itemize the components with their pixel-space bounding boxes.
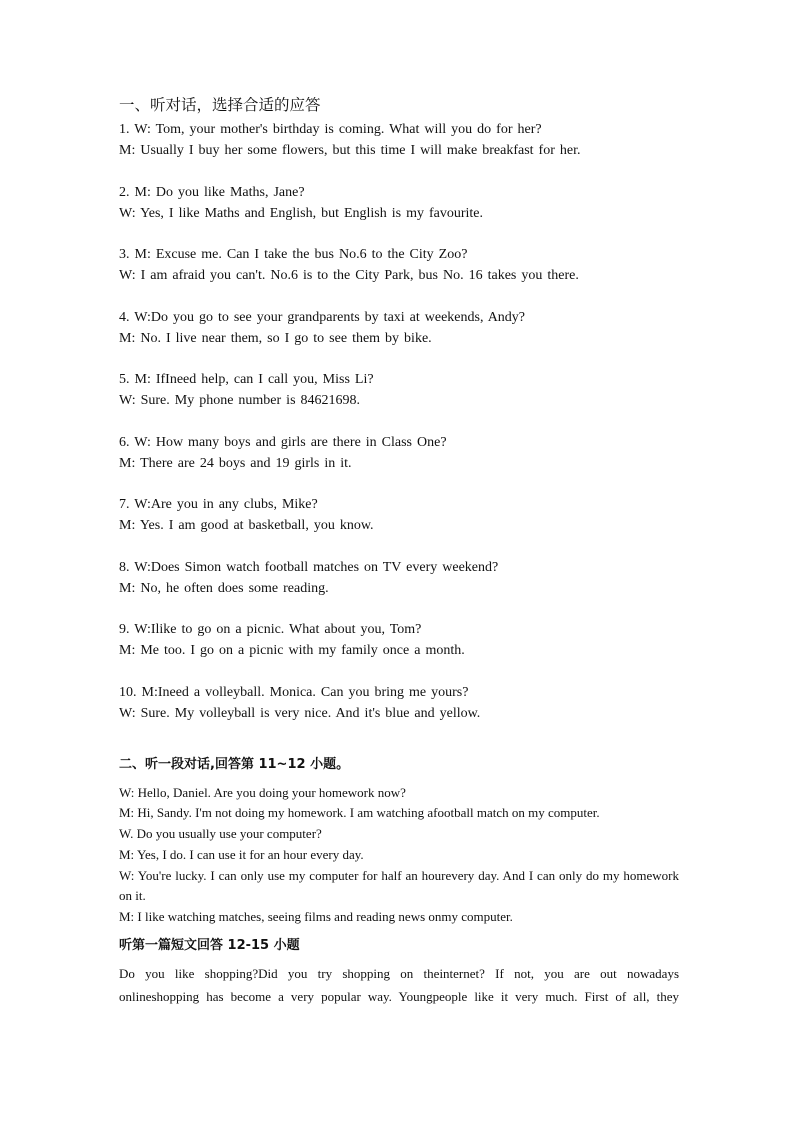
dialogue-item-4 bbox=[119, 307, 679, 349]
dialogue-item-1 bbox=[119, 119, 679, 161]
answer-line: W: Sure. My volleyball is very nice. And it's blue and yellow. bbox=[119, 705, 481, 721]
question-line: 6. W: How many boys and girls are there in Class One? bbox=[119, 434, 447, 450]
dialogue-line: M: I like watching matches, seeing films and reading news onmy computer. bbox=[119, 909, 513, 925]
dialogue-item-8 bbox=[119, 557, 679, 599]
answer-line: M: There are 24 boys and 19 girls in it. bbox=[119, 455, 352, 471]
dialogue-item-9 bbox=[119, 619, 679, 661]
dialogue-item-5 bbox=[119, 369, 679, 411]
answer-line: M: Yes. I am good at basketball, you know. bbox=[119, 518, 374, 533]
question-line: 2. M: Do you like Maths, Jane? bbox=[119, 184, 305, 200]
answer-line: W: I am afraid you can't. No.6 is to the City Park, bus No. 16 takes you there. bbox=[119, 268, 579, 283]
dialogue-item-2 bbox=[119, 182, 679, 224]
section3-passage: Do you like shopping?Did you try shopping on theinternet? If not, you are out nowadays onlineshopping has become a very popular way. Youngpeople like it very much. First of all, they bbox=[119, 966, 679, 1005]
dialogue-line: M: Hi, Sandy. I'm not doing my homework. I am watching afootball match on my computer. bbox=[119, 805, 600, 821]
section2-dialogue bbox=[119, 783, 679, 929]
question-line: 1. W: Tom, your mother's birthday is coming. What will you do for her? bbox=[119, 122, 542, 137]
dialogue-item-7 bbox=[119, 494, 679, 536]
question-line: 4. W:Do you go to see your grandparents by taxi at weekends, Andy? bbox=[119, 309, 526, 325]
question-line: 7. W:Are you in any clubs, Mike? bbox=[119, 497, 318, 512]
answer-line: W: Sure. My phone number is 84621698. bbox=[119, 393, 361, 408]
question-line: 9. W:Ilike to go on a picnic. What about you, Tom? bbox=[119, 622, 422, 637]
dialogue-line: M: Yes, I do. I can use it for an hour every day. bbox=[119, 846, 364, 862]
section2-title: 二、听一段对话,回答第 11~12 小题。 bbox=[119, 756, 350, 772]
answer-line: M: Me too. I go on a picnic with my family once a month. bbox=[119, 643, 465, 658]
dialogue-line: W: You're lucky. I can only use my computer for half an hourevery day. And I can only do my homework on it. bbox=[119, 867, 679, 904]
question-line: 8. W:Does Simon watch football matches on TV every weekend? bbox=[119, 559, 499, 575]
dialogue-item-10 bbox=[119, 682, 679, 724]
answer-line: M: Usually I buy her some flowers, but this time I will make breakfast for her. bbox=[119, 143, 581, 158]
question-line: 3. M: Excuse me. Can I take the bus No.6 to the City Zoo? bbox=[119, 247, 468, 262]
answer-line: M: No, he often does some reading. bbox=[119, 580, 329, 596]
dialogue-line: W. Do you usually use your computer? bbox=[119, 826, 322, 842]
answer-line: M: No. I live near them, so I go to see them by bike. bbox=[119, 330, 432, 346]
dialogue-item-6 bbox=[119, 432, 679, 474]
dialogue-line: W: Hello, Daniel. Are you doing your homework now? bbox=[119, 784, 406, 800]
document-page bbox=[119, 94, 679, 1008]
section1-title: 一、听对话，选择合适的应答 bbox=[119, 96, 321, 114]
section1-items bbox=[119, 119, 679, 724]
dialogue-item-3 bbox=[119, 244, 679, 286]
section3-title: 听第一篇短文回答 12-15 小题 bbox=[119, 938, 300, 954]
answer-line: W: Yes, I like Maths and English, but English is my favourite. bbox=[119, 205, 484, 221]
question-line: 5. M: IfIneed help, can I call you, Miss Li? bbox=[119, 372, 374, 387]
question-line: 10. M:Ineed a volleyball. Monica. Can you bring me yours? bbox=[119, 684, 469, 700]
